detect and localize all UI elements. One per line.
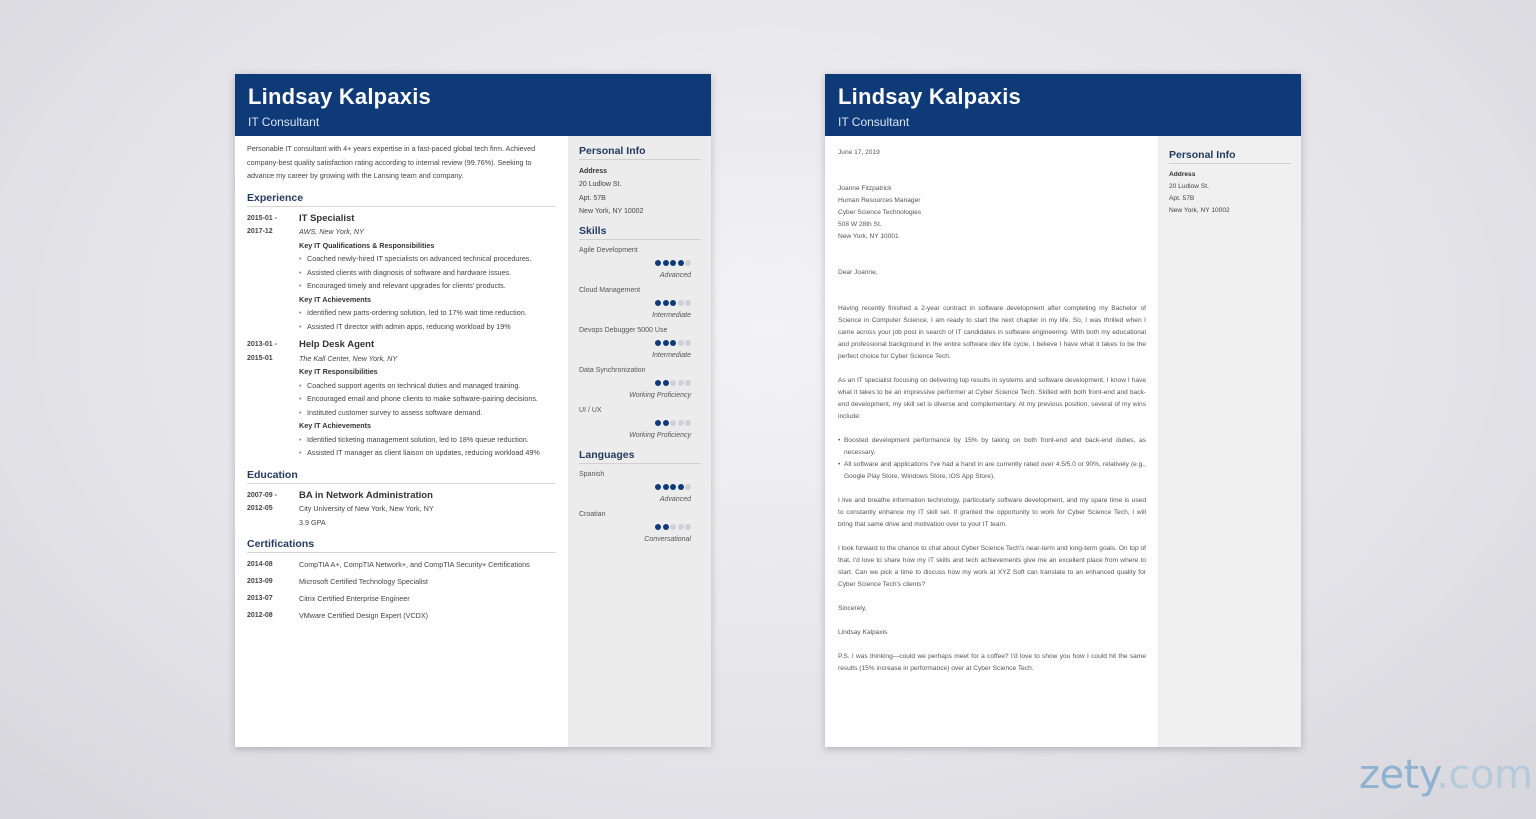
- rating-dots: [579, 482, 701, 494]
- resume-summary: Personable IT consultant with 4+ years expertise in a fast-paced global tech firm. Achieved company-best quality satisfaction rating according to internal review (99.76%). Seeking to advance my career by growing with the Lansing team and company.: [247, 144, 536, 180]
- address-line: New York, NY 10002: [1169, 207, 1230, 214]
- rating-dot-filled: [655, 484, 661, 490]
- date-start: 2007-09 -: [247, 491, 277, 499]
- rating-dot-empty: [685, 300, 691, 306]
- rating-dot-filled: [663, 420, 669, 426]
- rating-dot-filled: [655, 380, 661, 386]
- rating-dot-empty: [685, 524, 691, 530]
- experience-entry: [247, 338, 556, 460]
- skill-item: [579, 245, 701, 282]
- rating-dot-empty: [678, 524, 684, 530]
- cert-name: VMware Certified Design Expert (VCDX): [299, 611, 429, 620]
- resume-main-column: [235, 136, 568, 747]
- group-heading: Key IT Qualifications & Responsibilities: [299, 240, 435, 250]
- list-item: • Encouraged email and phone clients to make software-pairing decisions.: [299, 392, 556, 406]
- address-block: [1169, 169, 1291, 217]
- recipient-block: [838, 183, 1146, 243]
- rating-dot-filled: [655, 300, 661, 306]
- rating-dot-empty: [678, 340, 684, 346]
- job-title: IT Specialist: [299, 212, 355, 224]
- recipient-line: Human Resources Manager: [838, 197, 921, 204]
- date-start: 2015-01 -: [247, 214, 277, 222]
- resume-title: IT Consultant: [248, 115, 320, 129]
- rating-dot-filled: [663, 524, 669, 530]
- paragraph: I look forward to the chance to chat about Cyber Science Tech's near-term and long-term goals. On top of that, I'd love to share how my IT skills and tech achievements give me an excellent place from where to start. Can we pick a time to discuss how my work at XYZ Soft can translate to an enhanced quality for Cyber Science Tech's clients?: [838, 545, 1146, 588]
- rating-dot-filled: [670, 260, 676, 266]
- address-line: 20 Ludlow St.: [1169, 183, 1209, 190]
- rating-dot-filled: [655, 260, 661, 266]
- skill-name: Croatian: [579, 511, 606, 519]
- rating-dot-filled: [663, 260, 669, 266]
- certifications-heading: Certifications: [247, 537, 556, 553]
- rating-dot-filled: [663, 300, 669, 306]
- rating-dot-filled: [678, 260, 684, 266]
- address-line: New York, NY 10002: [579, 207, 644, 215]
- resume-name: Lindsay Kalpaxis: [248, 84, 431, 109]
- experience-heading: Experience: [247, 191, 556, 207]
- certification-item: [247, 575, 556, 589]
- rating-dot-empty: [678, 420, 684, 426]
- rating-dots: [579, 378, 701, 390]
- paragraph: I live and breathe information technology, particularly software development, and my spare time is used to constantly enhance my IT skill set. If granted the opportunity to work for Cyber Science Tech, I will bring that same drive and motivation over to your IT team.: [838, 497, 1146, 528]
- school: City University of New York, New York, NY: [299, 504, 434, 513]
- skill-item: [579, 509, 701, 546]
- skill-level: Advanced: [659, 496, 691, 504]
- languages-list: [579, 469, 701, 546]
- letter-body: [825, 136, 1158, 747]
- experience-dates: [247, 338, 299, 460]
- education-heading: Education: [247, 468, 556, 484]
- recipient-line: Joanne Fitzpatrick: [838, 185, 892, 192]
- zety-logo: [1359, 752, 1532, 798]
- list-item: • Assisted IT manager as client liaison on updates, reducing workload 49%: [299, 446, 556, 460]
- rating-dot-filled: [663, 340, 669, 346]
- group-heading: Key IT Responsibilities: [299, 367, 378, 376]
- languages-heading: Languages: [579, 448, 701, 464]
- address-label: Address: [579, 168, 608, 175]
- date-end: 2015-01: [247, 354, 273, 362]
- address-line: 20 Ludlow St.: [579, 181, 622, 189]
- cert-name: Microsoft Certified Technology Specialist: [299, 577, 428, 586]
- skill-item: [579, 325, 701, 362]
- list-item: • Coached newly-hired IT specialists on advanced technical procedures.: [299, 252, 556, 266]
- skill-level: Advanced: [659, 272, 691, 280]
- rating-dot-filled: [663, 484, 669, 490]
- greeting: Dear Joanne,: [838, 269, 878, 276]
- recipient-line: New York, NY 10001: [838, 233, 899, 240]
- experience-dates: [247, 212, 299, 334]
- cert-date: 2013-07: [247, 595, 273, 602]
- job-title: Help Desk Agent: [299, 339, 375, 350]
- rating-dot-filled: [663, 380, 669, 386]
- rating-dot-empty: [685, 420, 691, 426]
- address-line: Apt. 57B: [579, 194, 606, 202]
- group-heading: Key IT Achievements: [299, 294, 372, 304]
- logo-word: zety: [1359, 752, 1437, 798]
- skill-level: Working Proficiency: [629, 432, 691, 440]
- rating-dot-filled: [655, 420, 661, 426]
- rating-dot-empty: [685, 484, 691, 490]
- personal-info-heading: Personal Info: [1169, 148, 1291, 164]
- cert-date: 2012-08: [247, 612, 273, 619]
- address-line: Apt. 57B: [1169, 195, 1195, 202]
- list-item: • Instituted customer survey to assess software demand.: [299, 406, 556, 420]
- date-end: 2017-12: [247, 228, 273, 235]
- education-dates: [247, 489, 299, 530]
- rating-dot-empty: [685, 340, 691, 346]
- skill-item: [579, 285, 701, 322]
- list-item: • Boosted development performance by 15% by taking on both front-end and back-end duties, as necessary.: [838, 435, 1146, 459]
- rating-dot-filled: [655, 524, 661, 530]
- certification-item: [247, 609, 556, 623]
- date-start: 2013-01 -: [247, 341, 277, 348]
- skill-item: [579, 469, 701, 506]
- experience-entry: [247, 212, 556, 334]
- signature: Lindsay Kalpaxis: [838, 629, 888, 636]
- rating-dot-empty: [678, 300, 684, 306]
- skills-heading: Skills: [579, 224, 701, 240]
- rating-dots: [579, 338, 701, 350]
- list-item: • Coached support agents on technical duties and managed training.: [299, 379, 556, 393]
- date-end: 2012-05: [247, 505, 273, 512]
- address-label: Address: [1169, 171, 1196, 178]
- skill-level: Intermediate: [652, 312, 691, 320]
- skill-name: UI / UX: [579, 407, 602, 415]
- letter-title: IT Consultant: [838, 115, 910, 129]
- skill-level: Working Proficiency: [629, 392, 691, 400]
- skill-level: Conversational: [644, 536, 691, 544]
- skill-name: Devops Debugger 5000 Use: [579, 327, 668, 335]
- list-item: • Assisted IT director with admin apps, reducing workload by 19%: [299, 320, 556, 334]
- rating-dot-empty: [670, 524, 676, 530]
- list-item: • Identified new parts-ordering solution, led to 17% wait time reduction.: [299, 306, 556, 320]
- skill-name: Agile Development: [579, 247, 638, 255]
- list-item: • All software and applications I've had a hand in are currently rated over 4.5/5.0 or 90%, relatively (e.g., Google Play Store, Windows Store, iOS App Store).: [838, 459, 1146, 483]
- closing: Sincerely,: [838, 605, 867, 612]
- skills-list: [579, 245, 701, 442]
- list-item: • Encouraged timely and relevant upgrades for clients' products.: [299, 279, 556, 293]
- cert-name: CompTIA A+, CompTIA Network+, and CompTIA Security+ Certifications: [299, 560, 530, 569]
- paragraph: As an IT specialist focusing on delivering top results in systems and software development, I know I have what it takes to be an impressive performer at Cyber Science Tech. Skilled with both front-end and back-end development, my skill set is diverse and complementary. At my previous position, several of my wins include:: [838, 377, 1146, 420]
- list-item: • Assisted clients with diagnosis of software and hardware issues.: [299, 266, 556, 280]
- rating-dot-empty: [670, 420, 676, 426]
- skill-name: Data Synchronization: [579, 367, 646, 375]
- rating-dot-filled: [670, 484, 676, 490]
- company: AWS, New York, NY: [299, 227, 364, 236]
- rating-dots: [579, 298, 701, 310]
- company: The Kall Center, New York, NY: [299, 353, 398, 363]
- resume-header: [235, 74, 711, 136]
- list-item: • Identified ticketing management solution, led to 18% queue reduction.: [299, 433, 556, 447]
- letter-sidebar: [1158, 136, 1301, 747]
- rating-dot-empty: [685, 260, 691, 266]
- skill-name: Cloud Management: [579, 287, 641, 295]
- recipient-line: 508 W 28th St.: [838, 221, 882, 228]
- resume-sidebar: [568, 136, 711, 747]
- letter-date: June 17, 2019: [838, 149, 880, 156]
- cert-name: Citrix Certified Enterprise Engineer: [299, 594, 410, 603]
- skill-name: Spanish: [579, 471, 605, 479]
- certification-item: [247, 592, 556, 606]
- logo-suffix: .com: [1436, 752, 1533, 798]
- letter-name: Lindsay Kalpaxis: [838, 84, 1021, 109]
- resume-page: [235, 74, 711, 747]
- gpa: 3.9 GPA: [299, 517, 326, 527]
- cover-letter-page: [825, 74, 1301, 747]
- rating-dots: [579, 258, 701, 270]
- letter-header: [825, 74, 1301, 136]
- personal-info-heading: Personal Info: [579, 144, 701, 160]
- rating-dot-empty: [685, 380, 691, 386]
- rating-dots: [579, 522, 701, 534]
- skill-level: Intermediate: [652, 352, 691, 360]
- education-entry: [247, 489, 556, 530]
- skill-item: [579, 365, 701, 402]
- paragraph: Having recently finished a 2-year contract in software development after completing my Bachelor of Science in Computer Science, I am ready to start the next chapter in my life. So, I was thrilled when I came across your job post in search of IT candidates in software engineering. With both my educational and professional background in the entire software dev life cycle, I believe I have what it takes to be the perfect choice for Cyber Science Tech.: [838, 305, 1146, 360]
- rating-dot-empty: [678, 380, 684, 386]
- postscript: P.S. I was thinking—could we perhaps meet for a coffee? I'd love to show you how I could hit the same results (15% increase in performance) over at Cyber Science Tech.: [838, 653, 1146, 672]
- address-block: [579, 165, 701, 218]
- skill-item: [579, 405, 701, 442]
- cert-date: 2014-08: [247, 561, 273, 568]
- group-heading: Key IT Achievements: [299, 421, 372, 430]
- rating-dot-empty: [670, 380, 676, 386]
- cert-date: 2013-09: [247, 578, 273, 585]
- rating-dot-filled: [670, 300, 676, 306]
- rating-dots: [579, 418, 701, 430]
- rating-dot-filled: [678, 484, 684, 490]
- achievements-list: [838, 435, 1146, 483]
- rating-dot-filled: [670, 340, 676, 346]
- degree: BA in Network Administration: [299, 489, 433, 501]
- rating-dot-filled: [655, 340, 661, 346]
- certification-item: [247, 558, 556, 572]
- recipient-line: Cyber Science Technologies: [838, 209, 922, 216]
